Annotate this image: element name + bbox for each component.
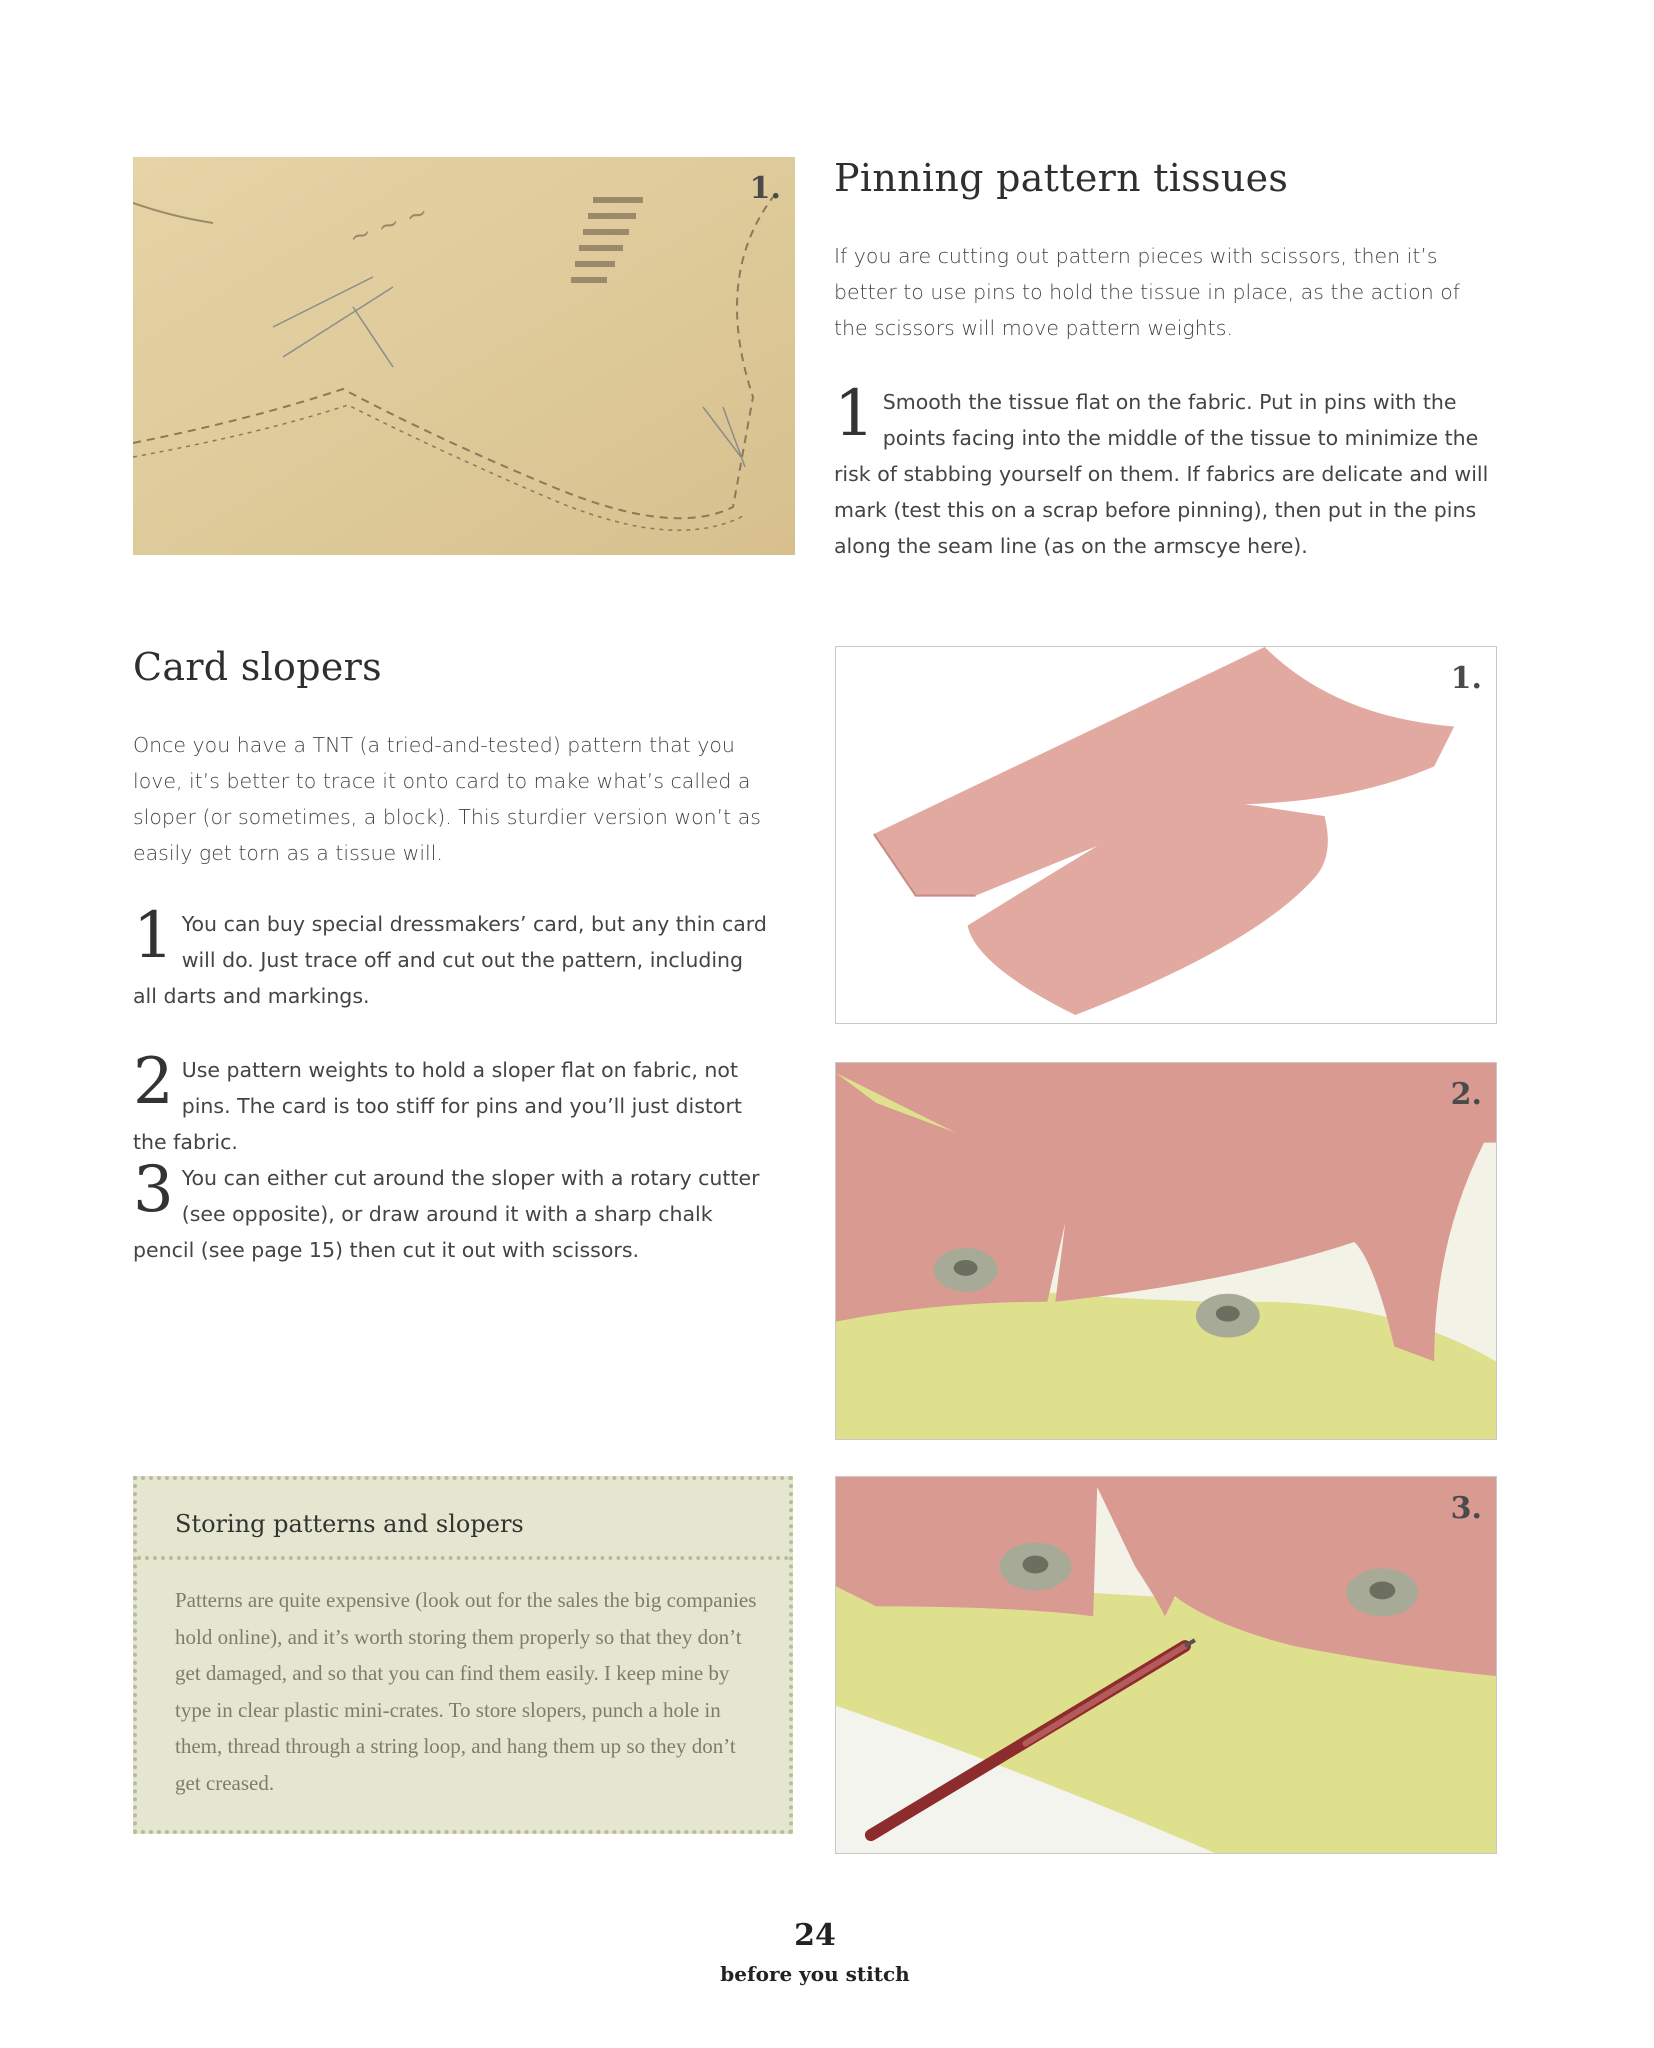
section-title: before you stitch bbox=[720, 1962, 910, 1986]
step-number: 1 bbox=[133, 899, 174, 973]
sloper-step-2 bbox=[133, 1045, 773, 1160]
heading-pinning: Pinning pattern tissues bbox=[834, 156, 1289, 200]
card-sloper-photo-art bbox=[836, 647, 1496, 1023]
weights-photo-art bbox=[836, 1063, 1496, 1439]
step-text: Use pattern weights to hold a sloper flat on fabric, not pins. The card is too stiff for pins and you’ll just distort the fabric. bbox=[133, 1058, 742, 1154]
photo-number: 2. bbox=[1450, 1077, 1482, 1112]
photo-number: 3. bbox=[1450, 1491, 1482, 1526]
tip-text: Patterns are quite expensive (look out for the sales the big companies hold online), and it’s worth storing them properly so that they don’t get damaged, and so that you can find them easily. I keep mine by type in clear plastic mini-crates. To store slopers, punch a hole in them, thread through a string loop, and hang them up so they don’t get creased. bbox=[175, 1588, 757, 1795]
step-text: Smooth the tissue flat on the fabric. Put in pins with the points facing into the middle of the tissue to minimize the risk of stabbing yourself on them. If fabrics are delicate and will mark (test this on a scrap before pinning), then put in the pins along the seam line (as on the armscye here). bbox=[834, 390, 1489, 558]
pinning-step-1 bbox=[834, 377, 1500, 564]
step-number: 2 bbox=[133, 1045, 174, 1119]
step-text: You can buy special dressmakers’ card, but any thin card will do. Just trace off and cut out the pattern, including all darts and markings. bbox=[133, 912, 767, 1008]
tip-box-storing bbox=[133, 1476, 793, 1834]
photo-number: 1. bbox=[749, 171, 781, 206]
photo-number: 1. bbox=[1450, 661, 1482, 696]
step-number: 1 bbox=[834, 377, 875, 451]
page-number: 24 bbox=[794, 1918, 836, 1953]
tip-divider bbox=[137, 1556, 789, 1560]
step-number: 3 bbox=[133, 1153, 174, 1227]
photo-pinned-tissue bbox=[133, 157, 795, 555]
photo-chalk-pencil bbox=[835, 1476, 1497, 1854]
sloper-step-1 bbox=[133, 899, 773, 1014]
photo-card-sloper bbox=[835, 646, 1497, 1024]
pinning-intro: If you are cutting out pattern pieces with scissors, then it’s better to use pins to hold the tissue in place, as the action of the scissors will move pattern weights. bbox=[834, 244, 1460, 340]
heading-card-slopers: Card slopers bbox=[133, 645, 382, 689]
step-text: You can either cut around the sloper with a rotary cutter (see opposite), or draw around it with a sharp chalk pencil (see page 15) then cut it out with scissors. bbox=[133, 1166, 760, 1262]
svg-text:~ ~ ~: ~ ~ ~ bbox=[345, 197, 433, 254]
card-slopers-intro: Once you have a TNT (a tried-and-tested) pattern that you love, it’s better to trace it onto card to make what’s called a sloper (or sometimes, a block). This sturdier version won’t as easily get torn as a tissue will. bbox=[133, 733, 761, 865]
tissue-photo-art bbox=[133, 157, 795, 555]
tip-title: Storing patterns and slopers bbox=[175, 1510, 524, 1538]
pencil-photo-art bbox=[836, 1477, 1496, 1853]
sloper-step-3 bbox=[133, 1153, 773, 1268]
photo-weights-on-sloper bbox=[835, 1062, 1497, 1440]
